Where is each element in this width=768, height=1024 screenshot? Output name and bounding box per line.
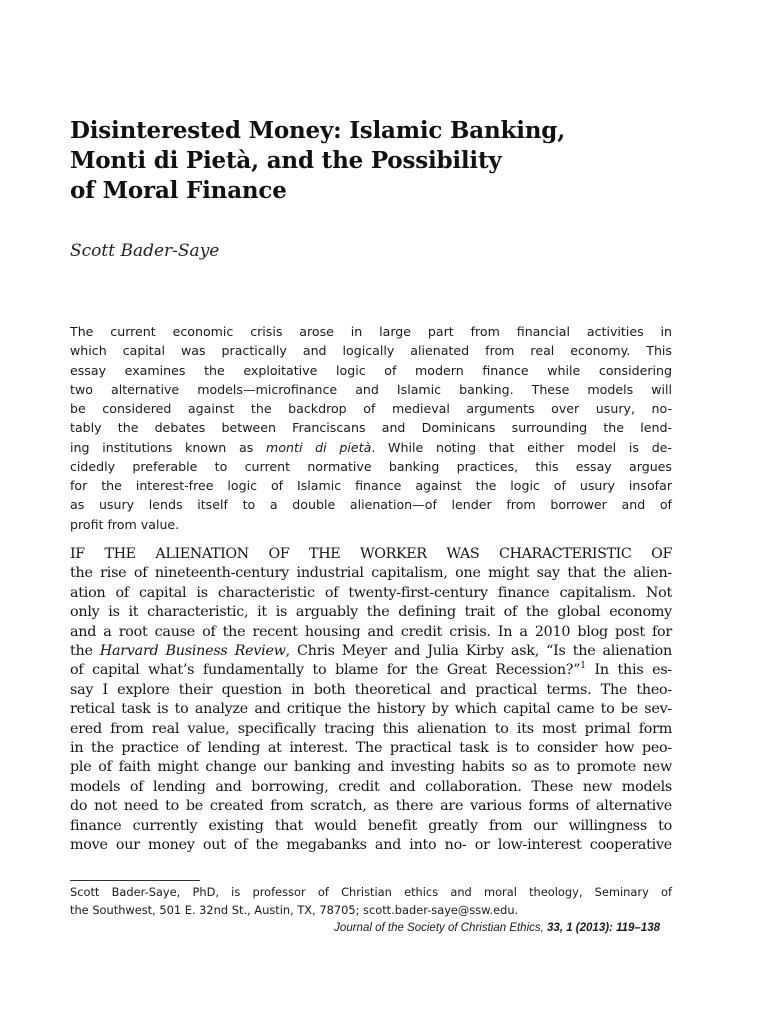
- footnote-marker: 1: [580, 661, 586, 672]
- article-author: Scott Bader-Saye: [70, 241, 220, 261]
- article-page: [70, 0, 672, 1024]
- body-text: of capital what’s fundamentally to blame for the Great Recession?”: [70, 662, 581, 679]
- body-line: ple of faith might change our banking and investing habits so as to promote new: [70, 759, 672, 776]
- body-line: models of lending and borrowing, credit and collaboration. These new models: [70, 778, 672, 795]
- body-text: In this es-: [585, 662, 672, 679]
- body-line: IF THE ALIENATION OF THE WORKER WAS CHARACTERISTIC OF: [70, 546, 672, 562]
- body-line: retical task is to analyze and critique the history by which capital came to be sev-: [70, 701, 672, 718]
- abstract-line: [70, 438, 672, 457]
- body-text: the: [70, 643, 100, 660]
- abstract-line: which capital was practically and logically alienated from real economy. This: [70, 343, 672, 359]
- abstract-line: be considered against the backdrop of medieval arguments over usury, no-: [70, 401, 672, 416]
- body-line: finance currently existing that would benefit greatly from our willingness to: [70, 817, 672, 834]
- body-line: only is it characteristic, it is arguably the defining trait of the global economy: [70, 604, 672, 621]
- abstract-line: essay examines the exploitative logic of modern finance while considering: [70, 362, 672, 378]
- abstract-line: two alternative models—microfinance and Islamic banking. These models will: [70, 381, 672, 397]
- journal-citation: [334, 920, 660, 936]
- body-italic-title: Harvard Business Review: [99, 643, 286, 660]
- footnote-line: Scott Bader-Saye, PhD, is professor of Christian ethics and moral theology, Seminary of: [70, 885, 672, 899]
- abstract-line: The current economic crisis arose in large part from financial activities in: [70, 324, 672, 339]
- abstract-line: tably the debates between Franciscans and Dominicans surrounding the lend-: [70, 420, 672, 436]
- abstract-line: profit from value.: [70, 516, 180, 532]
- title-line-3: of Moral Finance: [70, 177, 287, 204]
- title-line-1: Disinterested Money: Islamic Banking,: [70, 117, 565, 144]
- body-line: ered from real value, specifically tracing this alienation to its most primal form: [70, 720, 672, 737]
- body-line: the rise of nineteenth-century industrial capitalism, one might say that the alien-: [70, 565, 672, 582]
- body-line: say I explore their question in both theoretical and practical terms. The theo-: [70, 681, 672, 698]
- body-line: move our money out of the megabanks and into no- or low-interest cooperative: [70, 837, 672, 854]
- title-line-2: Monti di Pietà, and the Possibility: [70, 147, 502, 174]
- journal-issue: 33, 1 (2013): 119–138: [547, 922, 660, 934]
- body-text: , Chris Meyer and Julia Kirby ask, “Is the alienation: [285, 643, 672, 660]
- abstract-line: cidedly preferable to current normative banking practices, this essay argues: [70, 458, 672, 474]
- body-line: and a root cause of the recent housing and credit crisis. In a 2010 blog post for: [70, 623, 672, 640]
- abstract-line: for the interest-free logic of Islamic finance against the logic of usury insofar: [70, 478, 672, 493]
- abstract-text: ing institutions known as: [70, 439, 267, 455]
- journal-name: Journal of the Society of Christian Ethics,: [334, 922, 544, 934]
- article-title: [70, 116, 672, 206]
- footnote-divider: [70, 880, 200, 881]
- abstract-line: as usury lends itself to a double alienation—of lender from borrower and of: [70, 497, 672, 513]
- body-line: in the practice of lending at interest. The practical task is to consider how peo-: [70, 740, 672, 757]
- body-paragraph: [70, 545, 672, 856]
- author-footnote: [70, 884, 672, 919]
- footnote-line: the Southwest, 501 E. 32nd St., Austin, TX, 78705; scott.bader-saye@ssw.edu.: [70, 902, 519, 917]
- body-line: [70, 661, 672, 680]
- body-line: ation of capital is characteristic of twenty-first-century finance capitalism. Not: [70, 584, 672, 601]
- abstract-italic-term: monti di pietà: [266, 439, 372, 455]
- body-line: do not need to be created from scratch, as there are various forms of alternative: [70, 798, 672, 815]
- body-line: [70, 642, 672, 661]
- abstract: [70, 322, 672, 534]
- abstract-text: . While noting that either model is de-: [371, 439, 672, 455]
